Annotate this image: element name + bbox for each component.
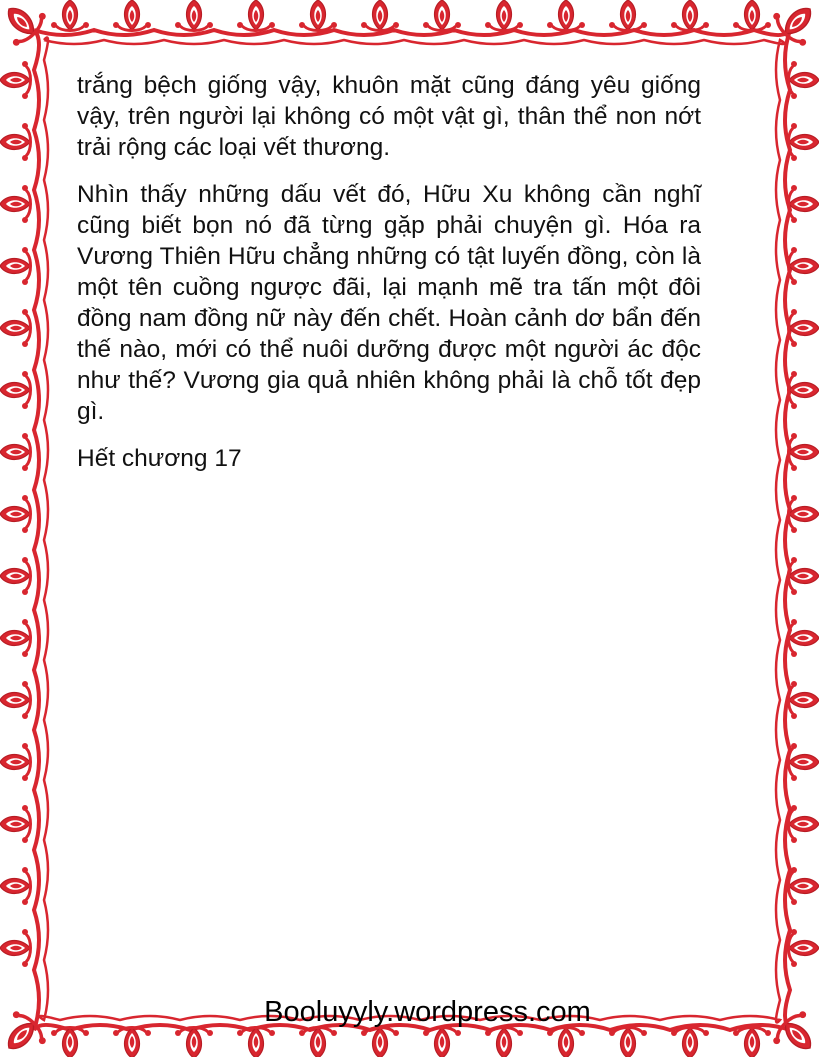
paragraph-2: Nhìn thấy những dấu vết đó, Hữu Xu không cần nghĩ cũng biết bọn nó đã từng gặp phải chuyện gì. Hóa ra Vương Thiên Hữu chẳng những có tật luyến đồng, còn là một tên cuồng ngược đãi, lại mạnh mẽ tra tấn một đôi đồng nam đồng nữ này đến chết. Hoàn cảnh dơ bẩn đến thế nào, mới có thể nuôi dưỡng được một người ác độc như thế? Vương gia quả nhiên không phải là chỗ tốt đẹp gì. [77, 181, 701, 425]
chapter-end-label: Hết chương 17 [77, 445, 242, 472]
paragraph-1: trắng bệch giống vậy, khuôn mặt cũng đáng yêu giống vậy, trên người lại không có một vật gì, thân thể non nớt trải rộng các loại vết thương. [77, 72, 701, 161]
site-url-footer: Booluyyly.wordpress.com [264, 996, 591, 1028]
page-content [77, 70, 701, 490]
